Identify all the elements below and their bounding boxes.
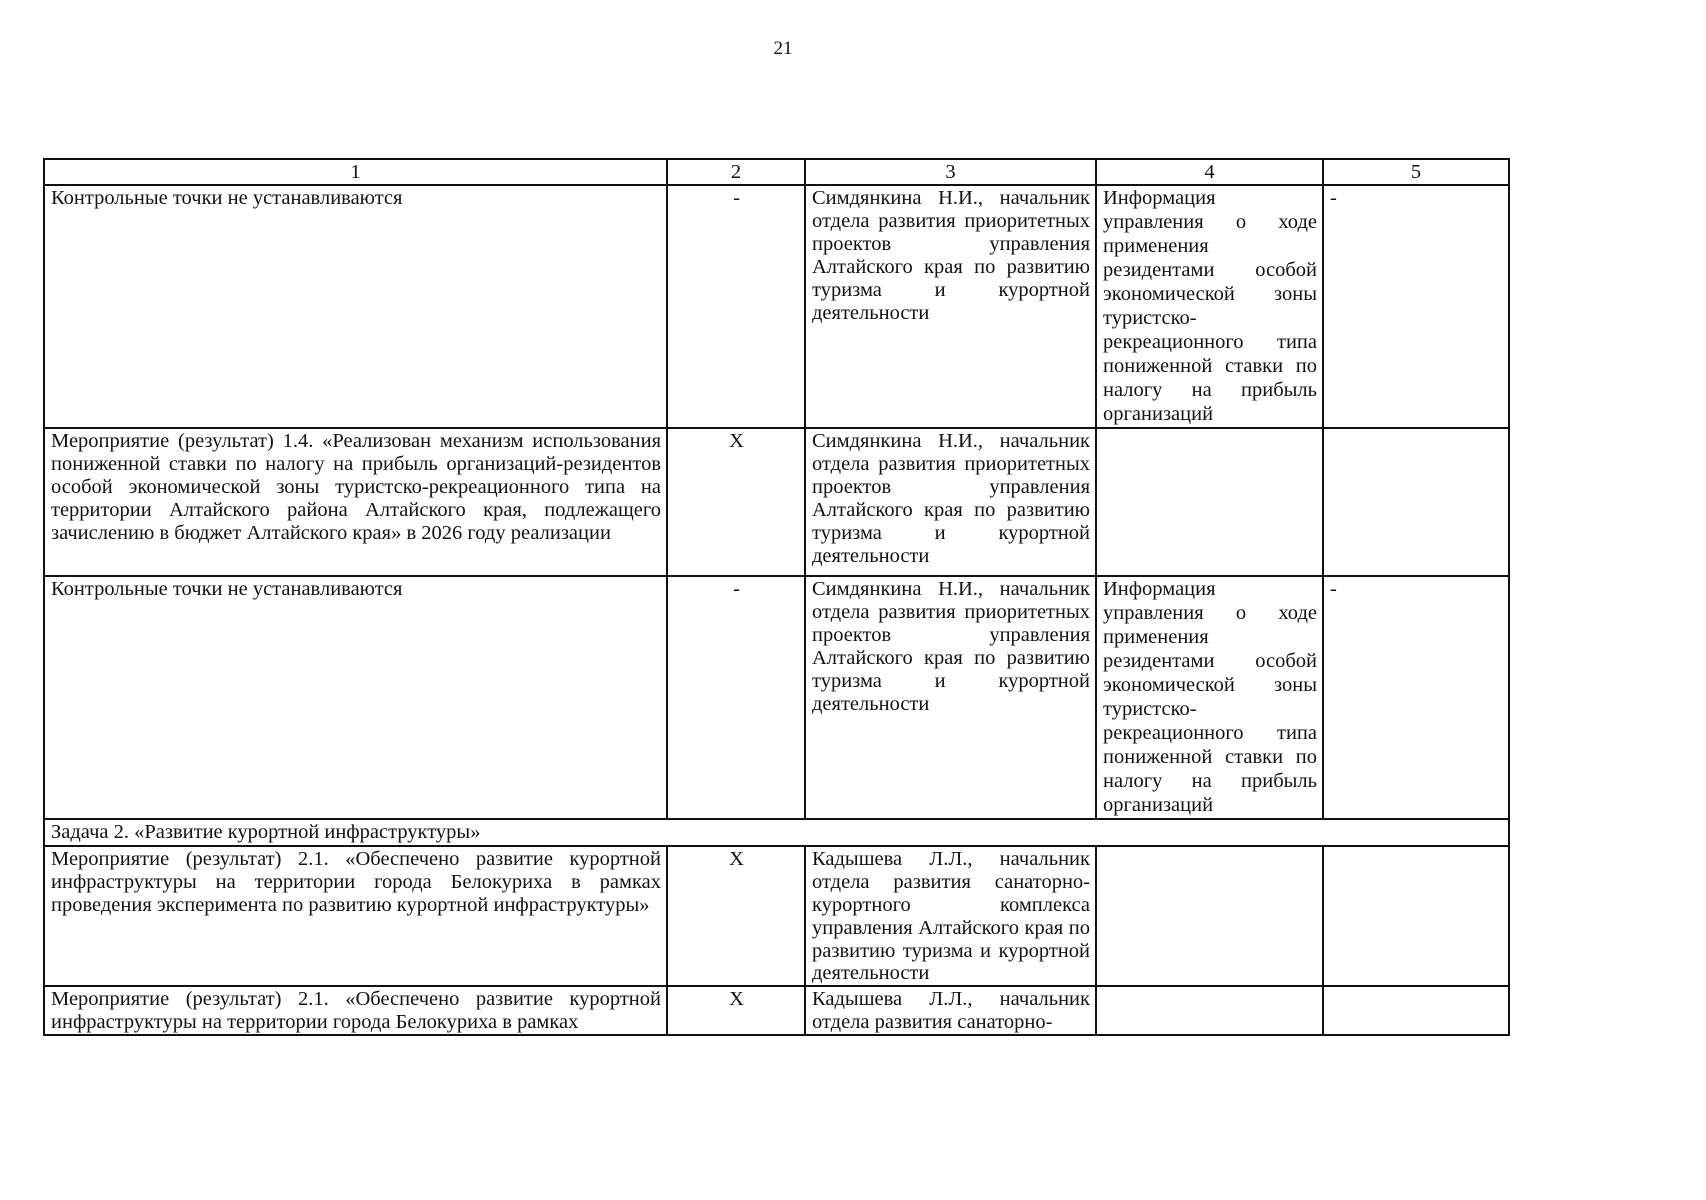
row-responsible-cell: Кадышева Л.Л., начальник отдела развития санаторно-курортного комплекса управления Алтайского края по развитию туризма и курортной деятельности (805, 846, 1096, 987)
row-col5-cell (1323, 428, 1509, 576)
table-row (44, 986, 1509, 1035)
row-document-cell (1096, 428, 1323, 576)
row-marker-cell: - (667, 576, 805, 819)
row-document-cell (1096, 846, 1323, 987)
row-description-cell: Контрольные точки не устанавливаются (44, 185, 667, 428)
row-marker-cell: X (667, 846, 805, 987)
column-header-1: 1 (44, 159, 667, 185)
table-row (44, 846, 1509, 987)
row-col5-cell: - (1323, 185, 1509, 428)
table-row (44, 576, 1509, 819)
column-header-3: 3 (805, 159, 1096, 185)
task-row (44, 819, 1509, 846)
plan-table (43, 158, 1510, 1036)
page-number: 21 (773, 38, 793, 59)
task-heading-cell: Задача 2. «Развитие курортной инфраструктуры» (44, 819, 1509, 846)
column-header-4: 4 (1096, 159, 1323, 185)
row-document-cell (1096, 986, 1323, 1035)
column-header-5: 5 (1323, 159, 1509, 185)
row-description-cell: Мероприятие (результат) 2.1. «Обеспечено развитие курортной инфраструктуры на территории города Белокуриха в рамках проведения эксперимента по развитию курортной инфраструктуры» (44, 846, 667, 987)
row-marker-cell: X (667, 428, 805, 576)
table-row (44, 185, 1509, 428)
row-document-cell: Информация управления о ходе применения резидентами особой экономической зоны туристско-рекреационного типа пониженной ставки по налогу на прибыль организаций (1096, 576, 1323, 819)
table-header-row (44, 159, 1509, 185)
row-description-cell: Мероприятие (результат) 2.1. «Обеспечено развитие курортной инфраструктуры на территории города Белокуриха в рамках (44, 986, 667, 1035)
row-col5-cell (1323, 846, 1509, 987)
row-responsible-cell: Кадышева Л.Л., начальник отдела развития санаторно- (805, 986, 1096, 1035)
row-description-cell: Контрольные точки не устанавливаются (44, 576, 667, 819)
table-row (44, 428, 1509, 576)
row-marker-cell: - (667, 185, 805, 428)
row-responsible-cell: Симдянкина Н.И., начальник отдела развития приоритетных проектов управления Алтайского края по развитию туризма и курортной деятельности (805, 185, 1096, 428)
row-document-cell: Информация управления о ходе применения резидентами особой экономической зоны туристско-рекреационного типа пониженной ставки по налогу на прибыль организаций (1096, 185, 1323, 428)
row-col5-cell (1323, 986, 1509, 1035)
column-header-2: 2 (667, 159, 805, 185)
row-description-cell: Мероприятие (результат) 1.4. «Реализован механизм использования пониженной ставки по налогу на прибыль организаций-резидентов особой экономической зоны туристско-рекреационного типа на территории Алтайского района Алтайского края, подлежащего зачислению в бюджет Алтайского края» в 2026 году реализации (44, 428, 667, 576)
row-col5-cell: - (1323, 576, 1509, 819)
row-marker-cell: X (667, 986, 805, 1035)
row-responsible-cell: Симдянкина Н.И., начальник отдела развития приоритетных проектов управления Алтайского края по развитию туризма и курортной деятельности (805, 576, 1096, 819)
row-responsible-cell: Симдянкина Н.И., начальник отдела развития приоритетных проектов управления Алтайского края по развитию туризма и курортной деятельности (805, 428, 1096, 576)
